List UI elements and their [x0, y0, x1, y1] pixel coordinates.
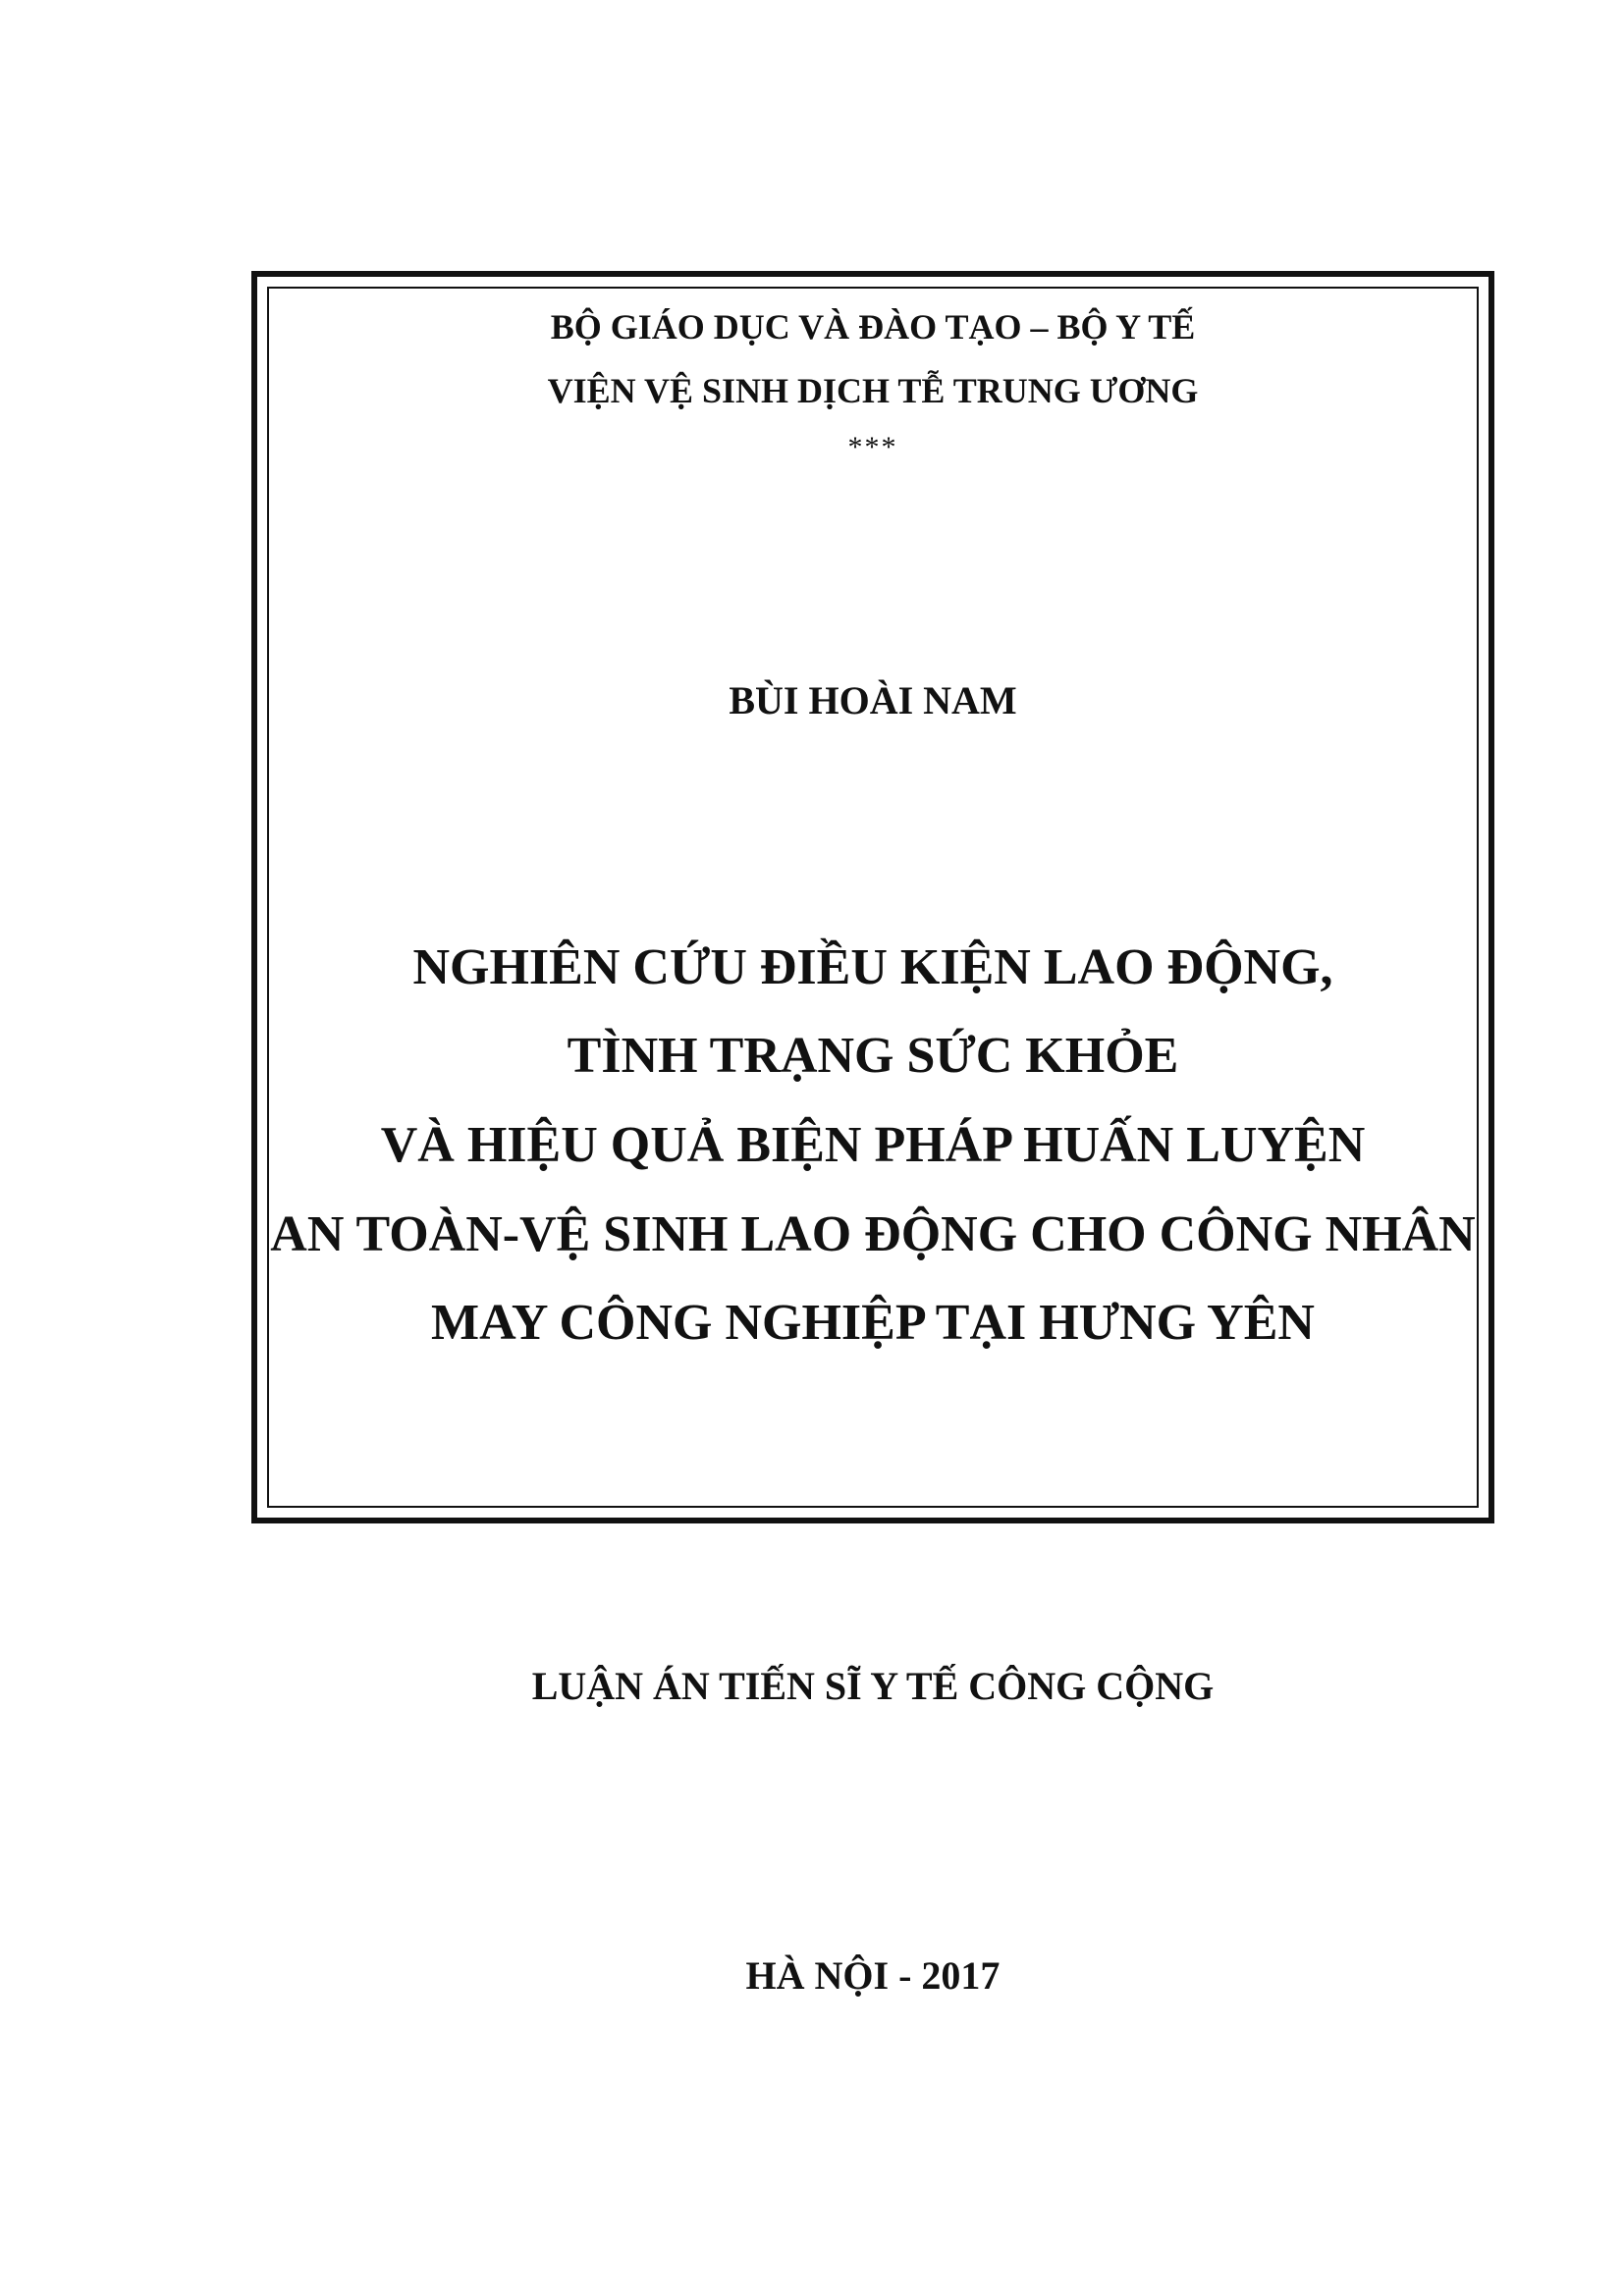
header-separator: *** — [847, 431, 898, 463]
cover-border — [251, 271, 1494, 1998]
thesis-title-line-3: VÀ HIỆU QUẢ BIỆN PHÁP HUẤN LUYỆN — [380, 1117, 1366, 1173]
thesis-title-line-1: NGHIÊN CỨU ĐIỀU KIỆN LAO ĐỘNG, — [412, 939, 1333, 995]
cover-inner-border — [267, 287, 1479, 1998]
place-year: HÀ NỘI - 2017 — [745, 1953, 1001, 1998]
thesis-title-line-4: AN TOÀN-VỆ SINH LAO ĐỘNG CHO CÔNG NHÂN — [270, 1206, 1476, 1262]
thesis-title-line-5: MAY CÔNG NGHIỆP TẠI HƯNG YÊN — [431, 1295, 1315, 1351]
thesis-title-line-2: TÌNH TRẠNG SỨC KHỎE — [567, 1028, 1179, 1084]
degree-label: LUẬN ÁN TIẾN SĨ Y TẾ CÔNG CỘNG — [531, 1664, 1215, 1708]
author-name: BÙI HOÀI NAM — [729, 678, 1017, 722]
ministry-header: BỘ GIÁO DỤC VÀ ĐÀO TẠO – BỘ Y TẾ — [550, 307, 1196, 347]
institute-header: VIỆN VỆ SINH DỊCH TỄ TRUNG ƯƠNG — [547, 371, 1199, 410]
